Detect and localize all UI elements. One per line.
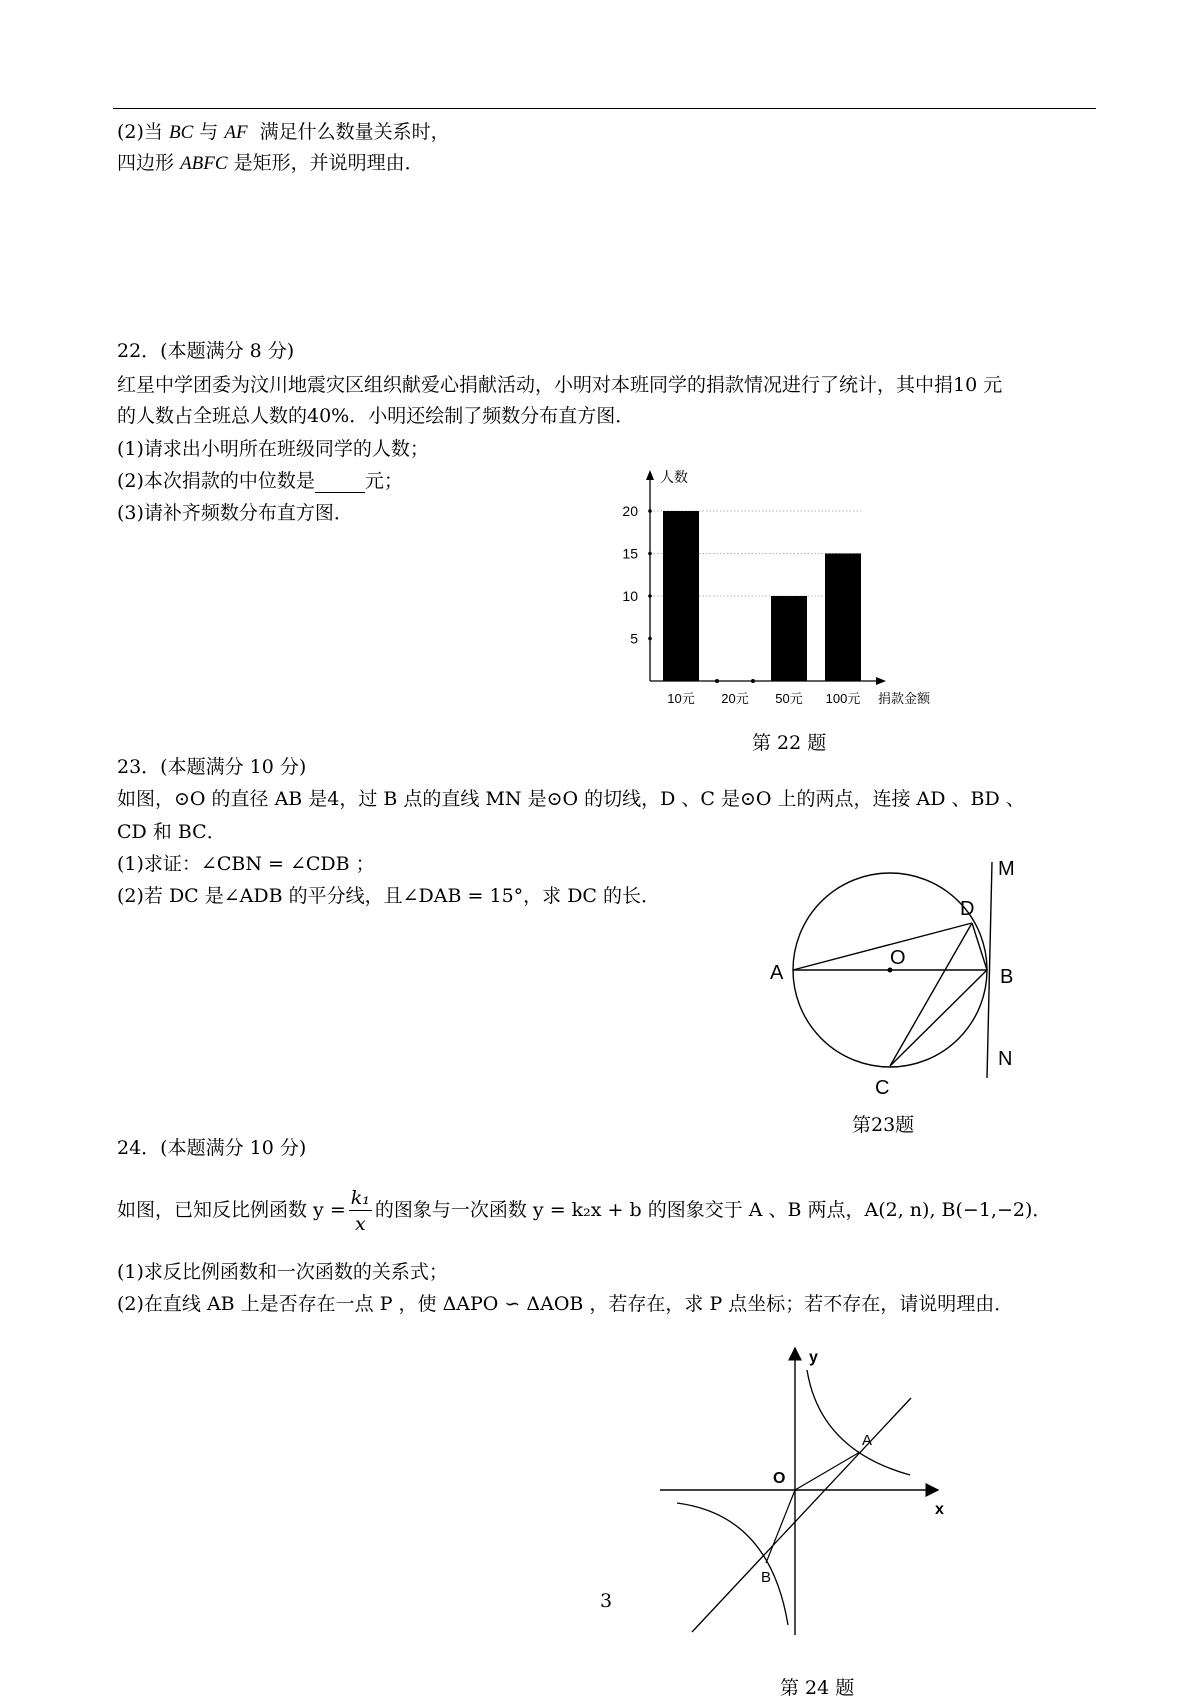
bar-0: [663, 511, 699, 681]
bar-3: [825, 554, 861, 682]
q22-item3: (3)请补齐频数分布直方图．: [117, 502, 353, 524]
segment-cd: [890, 923, 972, 1066]
tangent-mn: [987, 862, 992, 1078]
y-tick-20: [648, 509, 652, 513]
label-c: C: [875, 1077, 890, 1099]
q24-caption: 第 24 题: [780, 1677, 855, 1699]
x-tick-label-0: 10元: [667, 691, 695, 706]
top-rule: [113, 108, 1096, 109]
label-o: O: [773, 1470, 786, 1487]
y-tick-label-20: 20: [622, 503, 638, 519]
label-b: B: [1000, 966, 1014, 988]
y-axis-title: 人数: [660, 470, 688, 485]
q23-circle-diagram: [760, 850, 1040, 1110]
y-tick-15: [648, 552, 652, 556]
y-tick-label-10: 10: [622, 588, 638, 604]
q23-para-line1: 如图，⊙O 的直径 AB 是4，过 B 点的直线 MN 是⊙O 的切线，D 、C 是⊙O 上的两点，连接 AD 、BD 、: [117, 788, 1025, 810]
page-number: 3: [600, 1590, 613, 1612]
y-tick-10: [648, 594, 652, 598]
line-ab: [692, 1398, 911, 1632]
q23-header: 23．(本题满分 10 分): [117, 756, 307, 778]
q23-item2: (2)若 DC 是∠ADB 的平分线，且∠DAB = 15°，求 DC 的长．: [117, 885, 661, 907]
y-axis-arrow: [646, 470, 654, 480]
q22-bar-chart: [610, 470, 940, 710]
x-axis-arrow: [876, 677, 886, 685]
q22-item2: (2)本次捐款的中位数是 元；: [117, 470, 403, 492]
q24-para: 如图，已知反比例函数 y = $\frac{\text{k₁}}{x}$ 的图象与一次函数 y = k₂x + b 的图象交于 A 、B 两点，A(2, n), B(−1,−2)．: [117, 1186, 1052, 1235]
x-axis-title: 捐款金额: [878, 691, 931, 706]
q24-item1: (1)求反比例函数和一次函数的关系式；: [117, 1261, 448, 1283]
q24-item2: (2)在直线 AB 上是否存在一点 P ，使 ΔAPO ∽ ΔAOB ，若存在，求 P 点坐标；若不存在，请说明理由．: [117, 1293, 1014, 1315]
bar-2: [771, 596, 807, 681]
q24-graph: [655, 1340, 955, 1640]
q22-caption: 第 22 题: [752, 732, 827, 754]
label-a: A: [862, 1432, 873, 1449]
q21-line2: 四边形 ABFC 是矩形，并说明理由．: [117, 152, 424, 174]
label-m: M: [998, 858, 1015, 880]
q23-caption: 第23题: [852, 1114, 915, 1136]
answer-blank: [315, 474, 365, 493]
q24-header: 24．(本题满分 10 分): [117, 1137, 307, 1159]
q22-header: 22．(本题满分 8 分): [117, 340, 295, 362]
label-o: O: [890, 947, 906, 969]
q22-para-line1: 红星中学团委为汶川地震灾区组织献爱心捐献活动，小明对本班同学的捐款情况进行了统计，其中捐10 元: [117, 374, 1003, 396]
segment-ad: [793, 923, 972, 970]
label-a: A: [770, 962, 784, 984]
segment-ao: [795, 1452, 860, 1490]
fraction-k1-over-x: $\frac{\text{k₁}}{x}$: [350, 1186, 370, 1235]
label-y: y: [809, 1349, 818, 1366]
hyperbola-branch-3: [677, 1503, 788, 1625]
y-tick-label-5: 5: [630, 630, 638, 647]
x-tick-label-2: 50元: [775, 691, 803, 706]
q21-line1: (2)当 BC 与 AF 满足什么数量关系时，: [117, 121, 450, 143]
label-n: N: [998, 1048, 1013, 1070]
y-tick-5: [648, 637, 652, 641]
label-x: x: [935, 1501, 944, 1518]
q23-para-line2: CD 和 BC．: [117, 821, 226, 843]
x-tick-label-3: 100元: [825, 691, 861, 706]
q23-item1: (1)求证：∠CBN = ∠CDB ；: [117, 853, 375, 875]
y-tick-label-15: 15: [622, 545, 638, 562]
label-d: D: [960, 898, 975, 920]
hyperbola-branch-1: [807, 1370, 910, 1475]
segment-bc: [890, 970, 987, 1066]
label-b: B: [761, 1569, 772, 1586]
q22-item1: (1)请求出小明所在班级同学的人数；: [117, 438, 429, 460]
x-tick-label-1: 20元: [721, 691, 749, 706]
q22-para-line2: 的人数占全班总人数的40%．小明还绘制了频数分布直方图．: [117, 405, 635, 427]
